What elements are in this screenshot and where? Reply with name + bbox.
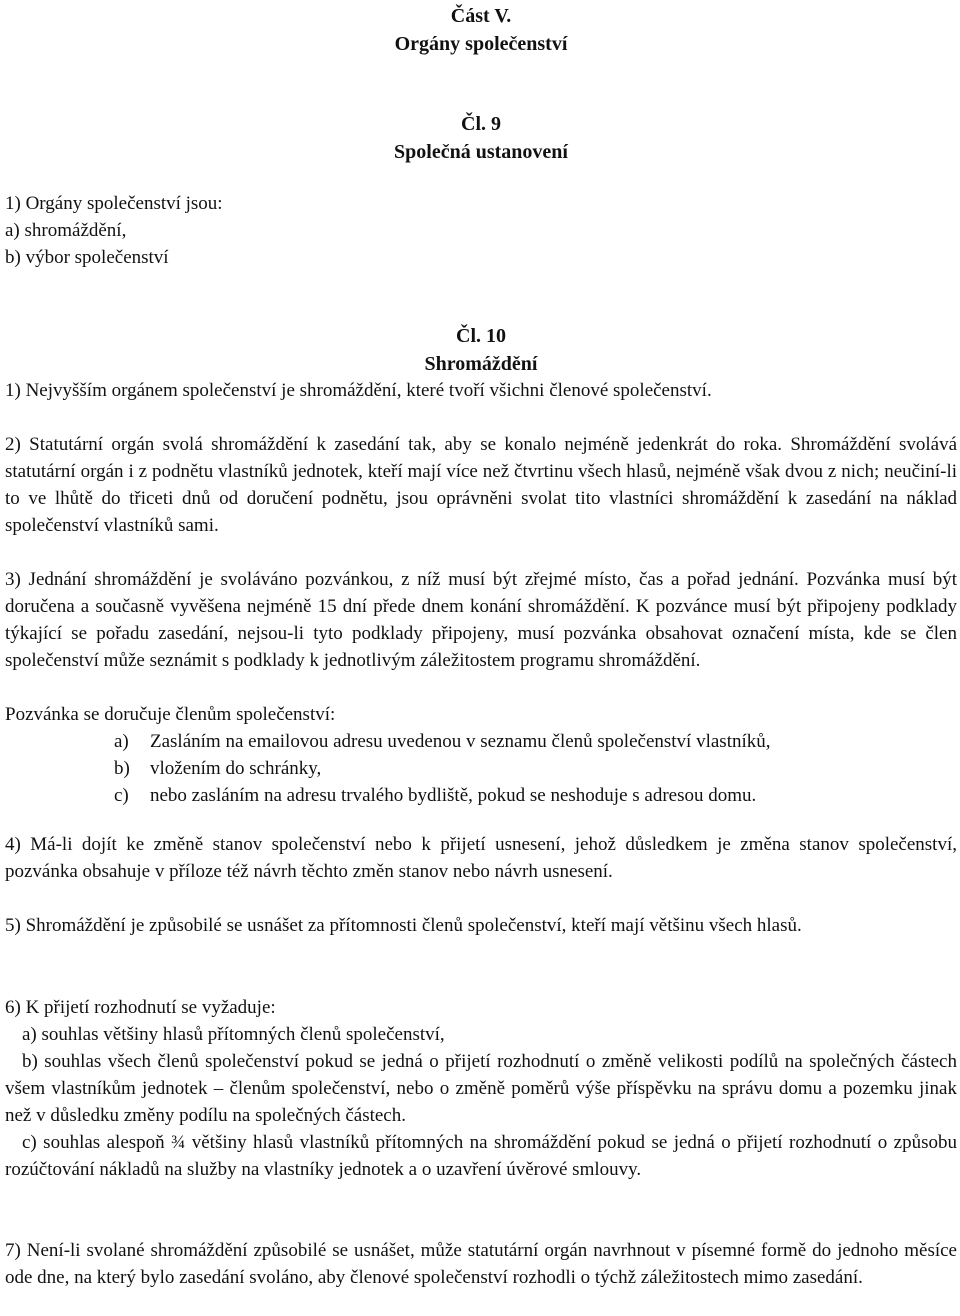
part-subtitle: Orgány společenství [394,33,568,55]
article9-body [5,190,957,271]
article10-para6-intro: 6) K přijetí rozhodnutí se vyžaduje: [5,997,276,1018]
article10-para6-a: a) souhlas většiny hlasů přítomných členů společenství, [22,1024,445,1045]
article10-para6-b: b) souhlas všech členů společenství pokud se jedná o přijetí rozhodnutí o změně velikosti podílů na společných částech všem vlastníkům jednotek – členům společenství, nebo o změně poměrů výše příspěvku na správu domu a pozemku jinak než v důsledku změny podílu na společných částech. [5,1051,957,1126]
article10-delivery-intro: Pozvánka se doručuje členům společenství: [5,704,336,725]
list-item: b) vložením do schránky, [114,758,322,779]
article10-title: Shromáždění [424,353,538,375]
article10-para4: 4) Má-li dojít ke změně stanov společenství nebo k přijetí usnesení, jehož důsledkem je změna stanov společenství, pozvánka obsahuje v příloze též návrh těchto změn stanov nebo návrh usnesení. [5,834,957,882]
article9-intro: 1) Orgány společenství jsou: [5,193,223,214]
article10-para2: 2) Statutární orgán svolá shromáždění k zasedání tak, aby se konalo nejméně jedenkrát do roka. Shromáždění svolává statutární orgán i z podnětu vlastníků jednotek, kteří mají více než čtvrtinu všech hlasů, nejméně však dvou z nich; neučiní-li to ve lhůtě do třiceti dnů od doručení podnětu, jsou oprávněni svolat tito vlastníci shromáždění k zasedání na náklad společenství vlastníků sami. [5,434,957,536]
article10-para3: 3) Jednání shromáždění je svoláváno pozvánkou, z níž musí být zřejmé místo, čas a pořad jednání. Pozvánka musí být doručena a současně vyvěšena nejméně 15 dní přede dnem konání shromáždění. K pozvánce musí být připojeny podklady týkající se pořadu zasedání, nejsou-li tyto podklady připojeny, musí pozvánka obsahovat označení místa, kde se člen společenství může seznámit s podklady k jednotlivým záležitostem programu shromáždění. [5,569,957,671]
list-item: a) Zasláním na emailovou adresu uvedenou v seznamu členů společenství vlastníků, [114,731,771,752]
article9-item-b: b) výbor společenství [5,247,169,268]
article9-item-a: a) shromáždění, [5,220,127,241]
article9-title: Společná ustanovení [394,141,568,163]
article10-heading [5,322,957,378]
article10-para7: 7) Není-li svolané shromáždění způsobilé se usnášet, může statutární orgán navrhnout v písemné formě do jednoho měsíce ode dne, na který bylo zasedání svoláno, aby členové společenství rozhodli o týchž záležitostech mimo zasedání. [5,1240,957,1288]
article9-number: Čl. 9 [461,113,501,135]
list-item: c) nebo zasláním na adresu trvalého bydliště, pokud se neshoduje s adresou domu. [114,785,757,806]
delivery-list [114,728,771,809]
article10-number: Čl. 10 [456,325,506,347]
part-title: Část V. [450,5,512,27]
article9-heading [5,110,957,166]
article10-para5: 5) Shromáždění je způsobilé se usnášet za přítomnosti členů společenství, kteří mají většinu všech hlasů. [5,915,802,936]
part-heading [5,2,957,58]
article10-para6-c: c) souhlas alespoň ¾ většiny hlasů vlastníků přítomných na shromáždění pokud se jedná o přijetí rozhodnutí o způsobu rozúčtování nákladů na služby na vlastníky jednotek a o uzavření úvěrové smlouvy. [5,1132,957,1180]
article10-para1: 1) Nejvyšším orgánem společenství je shromáždění, které tvoří všichni členové společenství. [5,380,712,401]
